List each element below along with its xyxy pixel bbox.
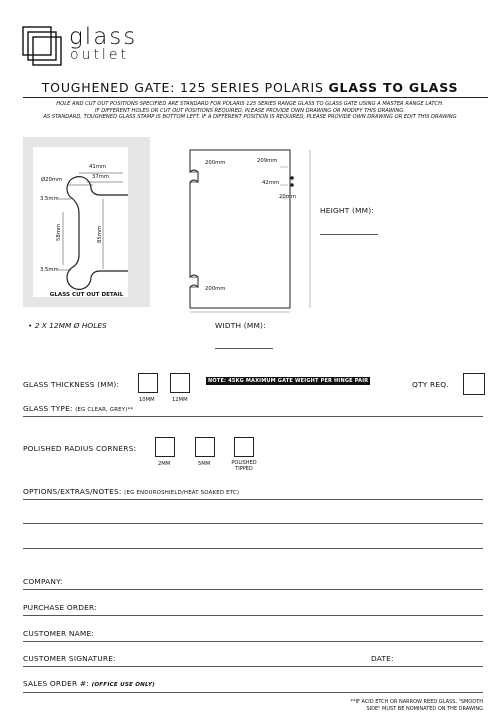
- dim-3-5mm-top: 3.5mm: [40, 196, 59, 202]
- polished-tipped-label: POLISHED TIPPED: [231, 460, 257, 472]
- radius-5mm-checkbox[interactable]: [195, 437, 215, 457]
- dim-200mm-bottom: 200mm: [205, 286, 226, 292]
- thickness-10mm-label: 10MM: [139, 397, 155, 403]
- dim-37mm: 37mm: [92, 174, 110, 180]
- sales-order-field[interactable]: [23, 692, 483, 693]
- dim-3-5mm-bottom: 3.5mm: [40, 267, 59, 273]
- thickness-12mm-checkbox[interactable]: [170, 373, 190, 393]
- width-field[interactable]: [215, 348, 273, 349]
- options-line-1[interactable]: [23, 499, 483, 500]
- customer-name-field[interactable]: [23, 641, 483, 642]
- thickness-12mm-label: 12MM: [172, 397, 188, 403]
- purchase-order-label: PURCHASE ORDER:: [23, 603, 97, 612]
- radius-2mm-checkbox[interactable]: [155, 437, 175, 457]
- gate-drawing: [180, 145, 325, 320]
- brand-glass: glass: [69, 24, 138, 50]
- options-line-3[interactable]: [23, 548, 483, 549]
- cut-out-drawing: [23, 137, 150, 307]
- page-title: TOUGHENED GATE: 125 SERIES POLARIS GLASS TO GLASS: [41, 80, 459, 95]
- company-label: COMPANY:: [23, 577, 63, 586]
- glass-type-hint: (EG CLEAR, GREY)**: [75, 407, 134, 413]
- footnote: **IF ACID ETCH OR NARROW REED GLASS, "SMOOTH SIDE" MUST BE NOMINATED ON THE DRAWING: [350, 699, 483, 712]
- dim-42mm: 42mm: [262, 180, 280, 186]
- sales-order-hint: (OFFICE USE ONLY): [91, 682, 155, 688]
- dim-209mm: 209mm: [257, 158, 278, 164]
- dim-41mm: 41mm: [89, 164, 107, 170]
- height-field[interactable]: [320, 234, 378, 235]
- detail-caption: GLASS CUT OUT DETAIL: [49, 292, 124, 298]
- options-line-2[interactable]: [23, 523, 483, 524]
- holes-note: • 2 X 12MM Ø HOLES: [28, 321, 107, 330]
- glass-type-field[interactable]: [23, 416, 483, 417]
- customer-signature-field[interactable]: [23, 666, 483, 667]
- customer-signature-label: CUSTOMER SIGNATURE:: [23, 654, 116, 663]
- dim-85mm: 85mm: [97, 225, 103, 243]
- radius-5mm-label: 5MM: [198, 461, 211, 467]
- polished-tipped-checkbox[interactable]: [234, 437, 254, 457]
- intro-text: HOLE AND CUT OUT POSITIONS SPECIFIED ARE STANDARD FOR POLARIS 125 SERIES RANGE GLASS TO GLASS GATE USING A MASTER RANGE LATCH. IF DIFFERENT HOLES OR CUT OUT POSITIONS REQUIRED, PLEASE PROVIDE OWN DRAWING OR MODIFY THIS DRAWING. AS STANDARD, TOUGHENED GLASS STAMP IS BOTTOM LEFT. IF A DIFFERENT POSITION IS REQUIRED, PLEASE PROVIDE OWN DRAWING OR EDIT THIS DRAWING: [43, 101, 457, 121]
- company-field[interactable]: [23, 589, 483, 590]
- sales-order-label: SALES ORDER #: (OFFICE USE ONLY): [23, 679, 155, 688]
- qty-label: QTY REQ.: [412, 380, 449, 389]
- dim-20mm: 20mm: [279, 194, 297, 200]
- title-rule: [23, 97, 488, 98]
- glass-type-label: GLASS TYPE: (EG CLEAR, GREY)**: [23, 404, 134, 413]
- purchase-order-field[interactable]: [23, 615, 483, 616]
- date-label: DATE:: [371, 654, 394, 663]
- dim-58mm: 58mm: [56, 223, 62, 241]
- thickness-10mm-checkbox[interactable]: [138, 373, 158, 393]
- width-label: WIDTH (MM):: [215, 321, 266, 330]
- height-label: HEIGHT (MM):: [320, 206, 374, 215]
- qty-input[interactable]: [463, 373, 485, 395]
- logo-mark: [22, 26, 66, 66]
- radius-corners-label: POLISHED RADIUS CORNERS:: [23, 444, 137, 453]
- weight-note: NOTE: 45KG MAXIMUM GATE WEIGHT PER HINGE PAIR: [208, 378, 369, 384]
- options-hint: (EG ENDUROSHIELD/HEAT SOAKED ETC): [124, 490, 240, 496]
- radius-2mm-label: 2MM: [158, 461, 171, 467]
- customer-name-label: CUSTOMER NAME:: [23, 629, 95, 638]
- brand-outlet: outlet: [70, 47, 129, 63]
- glass-thickness-label: GLASS THICKNESS (MM):: [23, 380, 120, 389]
- cut-out-detail-panel: [23, 137, 150, 307]
- dim-200mm-top: 200mm: [205, 160, 226, 166]
- options-label: OPTIONS/EXTRAS/NOTES: (EG ENDUROSHIELD/HEAT SOAKED ETC): [23, 487, 240, 496]
- dim-20mm-dia: Ø20mm: [41, 177, 63, 183]
